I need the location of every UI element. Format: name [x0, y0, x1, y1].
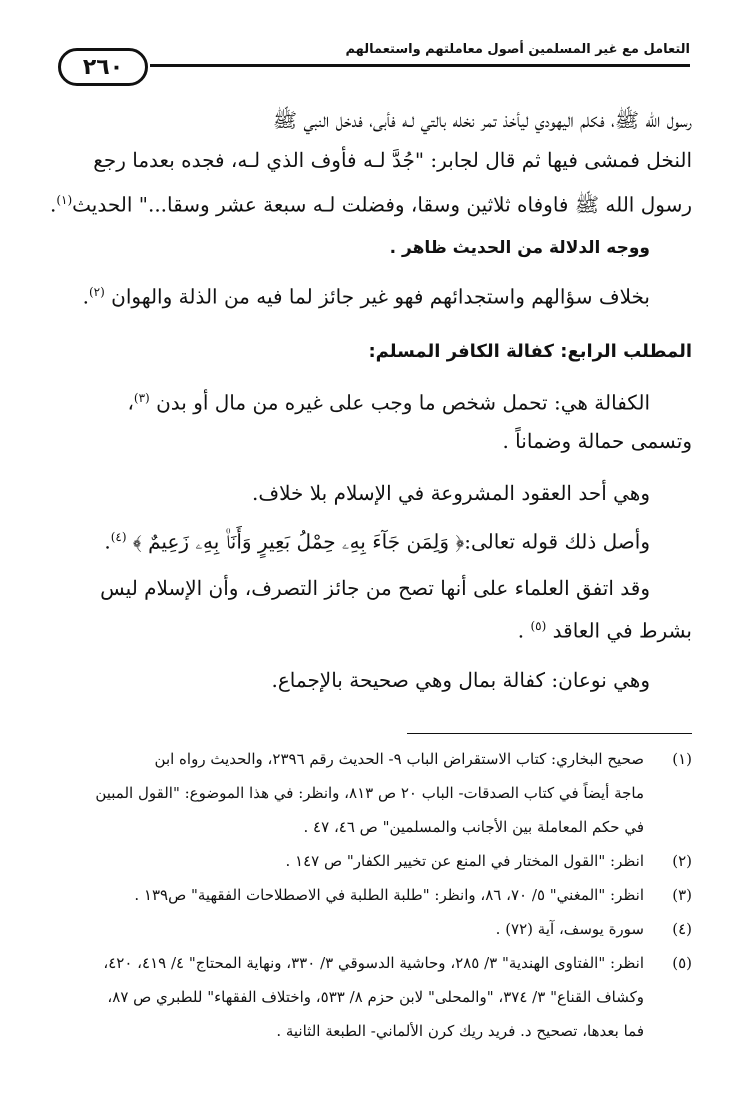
footnote [60, 844, 692, 878]
main-text [49, 100, 692, 699]
footnote-number: (٤) [672, 920, 692, 938]
paragraph [60, 569, 692, 607]
paragraph [60, 661, 692, 699]
text-span: وتسمى حمالة وضماناً . [502, 428, 692, 453]
text-span: بخلاف سؤالهم واستجدائهم فهو غير جائز لما فيه من الذلة والهوان [111, 284, 650, 309]
text-span: وهي أحد العقود المشروعة في الإسلام بلا خلاف. [251, 480, 650, 505]
footnote [60, 878, 692, 912]
footnote-separator [407, 733, 692, 734]
paragraph: بخلاف سؤالهم واستجدائهم فهو غير جائز لما فيه من الذلة والهوان $^{(٢)}$. [82, 284, 650, 309]
footnote-line: انظر: "المغني" ٥/ ٧٠، ٨٦، وانظر: "طلبة الطلبة في الاصطلاحات الفقهية" ص١٣٩ . [134, 886, 644, 904]
running-header [58, 42, 690, 94]
footnote-ref: (١) [56, 193, 73, 207]
text-span: النخل فمشى فيها ثم قال لجابر: "جُدَّ لـه فأوف الذي لـه، فجده بعدما رجع [93, 148, 692, 172]
footnote-number: (٣) [672, 886, 692, 904]
header-title: التعامل مع غير المسلمين أصول معاملتهم واستعمالهم [345, 42, 690, 57]
footnote-line: انظر: "الفتاوى الهندية" ٣/ ٢٨٥، وحاشية الدسوقي ٣/ ٣٣٠، ونهاية المحتاج" ٤/ ٤١٩، ٤٢٠، [103, 954, 644, 972]
footnote-ref: (٢) [88, 284, 105, 299]
text-line [60, 100, 692, 140]
text-span: الكفالة هي: تحمل شخص ما وجب على غيره من مال أو بدن [156, 390, 650, 415]
paragraph: بشرط في العاقد $^{(٥)}$ . [517, 618, 692, 643]
heading-title: كفالة الكافر المسلم: [368, 341, 554, 363]
text-line: رسول الله ﷺ فاوفاه ثلاثين وسقا، وفضلت لـه سبعة عشر وسقا..." الحديث$^{(١)}$. [49, 192, 692, 217]
paragraph [60, 229, 692, 267]
text-span: وقد اتفق العلماء على أنها تصح من جائز التصرف، وأن الإسلام ليس [100, 575, 650, 600]
paragraph [60, 422, 692, 460]
footnote-line: سورة يوسف، آية (٧٢) . [495, 920, 644, 938]
footnote [60, 742, 692, 844]
footnote-ref: (٣) [133, 391, 150, 406]
text-span: رسول الله ﷺ فاوفاه ثلاثين وسقا، وفضلت لـه سبعة عشر وسقا..." الحديث [72, 192, 692, 217]
footnote-ref: (٤) [110, 529, 127, 544]
heading-label: المطلب الرابع: [560, 341, 692, 363]
page-number: ٢٦٠ [58, 48, 148, 86]
footnote-line: صحيح البخاري: كتاب الاستقراض الباب ٩- الحديث رقم ٢٣٩٦، والحديث رواه ابن [154, 750, 644, 768]
footnote-line: ماجة أيضاً في كتاب الصدقات- الباب ٢٠ ص ٨١٣، وانظر: في هذا الموضوع: "القول المبين [95, 784, 644, 802]
text-line [60, 140, 692, 180]
text-span: وهي نوعان: كفالة بمال وهي صحيحة بالإجماع. [271, 668, 650, 693]
text-span: رسول الله ﷺ، فكلم اليهودي ليأخذ تمر نخله بالتي لـه فأبى، فدخل النبي ﷺ [272, 108, 692, 132]
footnote-line: في حكم المعاملة بين الأجانب والمسلمين" ص ٤٦، ٤٧ . [303, 818, 644, 836]
text-span: ووجه الدلالة من الحديث ظاهر . [389, 237, 650, 258]
section-heading [60, 333, 692, 371]
footnotes [60, 742, 692, 1048]
footnote-ref: (٥) [530, 618, 547, 633]
footnote [60, 912, 692, 946]
footnote-line: وكشاف القناع" ٣/ ٣٧٤، "والمحلى" لابن حزم ٨/ ٥٣٣، واختلاف الفقهاء" للطبري ص ٨٧، [107, 988, 644, 1006]
footnote-line: فما بعدها، تصحيح د. فريد ريك كرن الألماني- الطبعة الثانية . [276, 1022, 644, 1040]
footnote-number: (٥) [672, 954, 692, 972]
header-rule [150, 64, 690, 67]
paragraph: وأصل ذلك قوله تعالى:﴿ وَلِمَن جَآءَ بِهِۦ حِمْلُ بَعِيرٍ وَأَنَا۠ بِهِۦ زَعِيمٌ ﴾ $^{(٤)}$. [104, 529, 650, 554]
footnote-line: انظر: "القول المختار في المنع عن تخيير الكفار" ص ١٤٧ . [285, 852, 644, 870]
footnote-number: (١) [672, 750, 692, 768]
footnote-number: (٢) [672, 852, 692, 870]
paragraph [60, 474, 692, 512]
text-span: بشرط في العاقد [552, 618, 692, 643]
quran-verse: وأصل ذلك قوله تعالى:﴿ وَلِمَن جَآءَ بِهِۦ حِمْلُ بَعِيرٍ وَأَنَا۠ بِهِۦ زَعِيمٌ ﴾ [132, 529, 650, 554]
paragraph: الكفالة هي: تحمل شخص ما وجب على غيره من مال أو بدن $^{(٣)}$، [127, 390, 650, 415]
footnote [60, 946, 692, 1048]
